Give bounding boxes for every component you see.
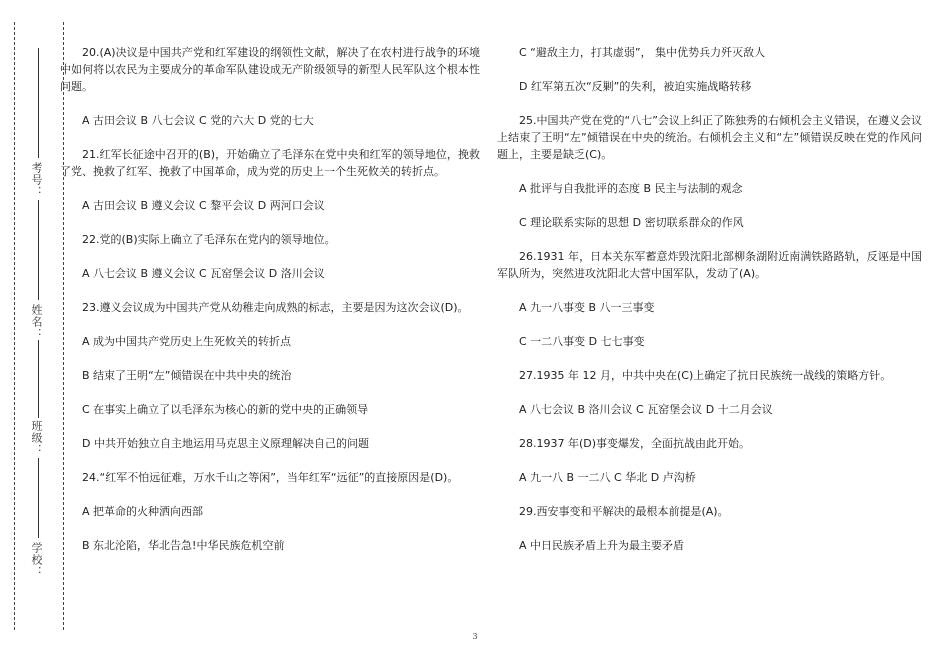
answer-options: A 中日民族矛盾上升为最主要矛盾 [519, 539, 685, 552]
school-label: 学校： [30, 542, 43, 578]
left-column [60, 44, 480, 571]
answer-options: A 批评与自我批评的态度 B 民主与法制的观念 [519, 182, 743, 195]
answer-options: A 九一八事变 B 八一三事变 [519, 301, 655, 314]
answer-options: A 把革命的火种洒向西部 [82, 505, 204, 518]
binding-dashed-line-outer [14, 22, 15, 630]
answer-options: C “避敌主力，打其虚弱”， 集中优势兵力歼灭敌人 [519, 46, 766, 59]
answer-options: A 古田会议 B 八七会议 C 党的六大 D 党的七大 [82, 114, 314, 127]
question-text: 21.红军长征途中召开的(B)，开始确立了毛泽东在党中央和红军的领导地位，挽救了党、挽救了红军、挽救了中国革命，成为党的历史上一个生死攸关的转折点。 [60, 148, 480, 178]
answer-options: B 结束了王明“左”倾错误在中共中央的统治 [82, 369, 292, 382]
answer-options: C 一二八事变 D 七七事变 [519, 335, 645, 348]
answer-options: A 八七会议 B 遵义会议 C 瓦窑堡会议 D 洛川会议 [82, 267, 325, 280]
question-text: 28.1937 年(D)事变爆发，全面抗战由此开始。 [519, 437, 751, 450]
name-blank [38, 200, 39, 300]
name-label: 姓名： [30, 304, 43, 340]
answer-options: D 红军第五次“反剿”的失利，被迫实施战略转移 [519, 80, 752, 93]
page-number: 3 [472, 632, 478, 641]
school-blank [38, 458, 39, 538]
answer-options: A 八七会议 B 洛川会议 C 瓦窑堡会议 D 十二月会议 [519, 403, 773, 416]
answer-options: A 古田会议 B 遵义会议 C 黎平会议 D 两河口会议 [82, 199, 325, 212]
question-text: 22.党的(B)实际上确立了毛泽东在党内的领导地位。 [82, 233, 336, 246]
question-text: 29.西安事变和平解决的最根本前提是(A)。 [519, 505, 729, 518]
question-text: 26.1931 年，日本关东军蓄意炸毁沈阳北部柳条湖附近南满铁路路轨，反诬是中国军队所为，突然进攻沈阳北大营中国军队，发动了(A)。 [497, 250, 922, 280]
question-text: 24.“红军不怕远征难，万水千山之等闲”，当年红军“远征”的直接原因是(D)。 [82, 471, 459, 484]
exam-no-blank [38, 48, 39, 158]
answer-options: B 东北沦陷，华北告急!中华民族危机空前 [82, 539, 285, 552]
answer-options: C 在事实上确立了以毛泽东为核心的新的党中央的正确领导 [82, 403, 369, 416]
question-text: 20.(A)决议是中国共产党和红军建设的纲领性文献，解决了在农村进行战争的环境中如何将以农民为主要成分的革命军队建设成无产阶级领导的新型人民军队这个根本性问题。 [60, 46, 480, 93]
question-text: 23.遵义会议成为中国共产党从幼稚走向成熟的标志，主要是因为这次会议(D)。 [82, 301, 469, 314]
right-column [497, 44, 922, 571]
question-text: 27.1935 年 12 月，中共中央在(C)上确定了抗日民族统一战线的策略方针。 [519, 369, 892, 382]
class-label: 班级： [30, 420, 43, 456]
answer-options: A 九一八 B 一二八 C 华北 D 卢沟桥 [519, 471, 696, 484]
exam-no-label: 考号： [30, 162, 43, 198]
answer-options: D 中共开始独立自主地运用马克思主义原理解决自己的问题 [82, 437, 369, 450]
answer-options: A 成为中国共产党历史上生死攸关的转折点 [82, 335, 292, 348]
class-blank [38, 340, 39, 418]
answer-options: C 理论联系实际的思想 D 密切联系群众的作风 [519, 216, 744, 229]
question-text: 25.中国共产党在党的“八七”会议上纠正了陈独秀的右倾机会主义错误，在遵义会议上结束了王明“左”倾错误在中央的统治。右倾机会主义和“左”倾错误反映在党的作风问题上，主要是缺乏(C)。 [497, 114, 922, 161]
